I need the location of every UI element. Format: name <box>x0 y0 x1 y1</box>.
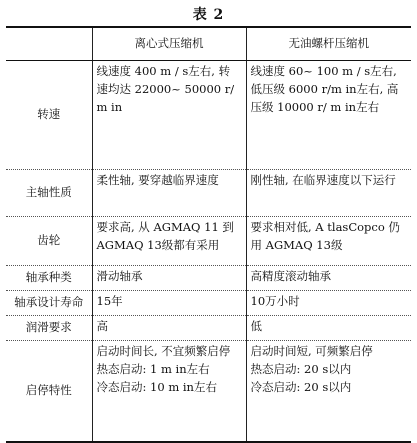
table-header-row <box>6 27 411 61</box>
cell-centrifugal: 高 <box>92 316 246 341</box>
cell-centrifugal: 滑动轴承 <box>92 266 246 291</box>
cell-centrifugal: 启动时间长, 不宜频繁启停 热态启动: 1 m in左右 冷态启动: 10 m in左右 <box>92 341 246 443</box>
table-row <box>6 291 411 316</box>
table-row <box>6 170 411 217</box>
cell-screw: 刚性轴, 在临界速度以下运行 <box>246 170 411 217</box>
cell-screw: 要求相对低, A tlasCopco 仍用 AGMAQ 13级 <box>246 217 411 266</box>
row-label: 轴承设计寿命 <box>6 291 92 316</box>
row-label: 转速 <box>6 61 92 170</box>
table-row <box>6 217 411 266</box>
compressor-comparison-table <box>6 26 411 443</box>
row-label: 齿轮 <box>6 217 92 266</box>
cell-centrifugal: 15年 <box>92 291 246 316</box>
row-label: 轴承种类 <box>6 266 92 291</box>
cell-screw: 启动时间短, 可频繁启停 热态启动: 20 s以内 冷态启动: 20 s以内 <box>246 341 411 443</box>
cell-centrifugal: 要求高, 从 AGMAQ 11 到 AGMAQ 13级都有采用 <box>92 217 246 266</box>
cell-screw: 低 <box>246 316 411 341</box>
table-row <box>6 266 411 291</box>
row-label: 润滑要求 <box>6 316 92 341</box>
row-label: 启停特性 <box>6 341 92 443</box>
header-cell-screw: 无油螺杆压缩机 <box>246 27 411 61</box>
header-cell-item <box>6 27 92 61</box>
cell-centrifugal: 线速度 400 m / s左右, 转速均达 22000~ 50000 r/ m in <box>92 61 246 170</box>
cell-screw: 线速度 60~ 100 m / s左右, 低压级 6000 r/m in左右, 高压级 10000 r/ m in左右 <box>246 61 411 170</box>
cell-screw: 10万小时 <box>246 291 411 316</box>
table-row <box>6 341 411 443</box>
cell-screw: 高精度滚动轴承 <box>246 266 411 291</box>
table-title: 表 2 <box>192 7 225 23</box>
table-row <box>6 316 411 341</box>
row-label: 主轴性质 <box>6 170 92 217</box>
cell-centrifugal: 柔性轴, 要穿越临界速度 <box>92 170 246 217</box>
header-cell-centrifugal: 离心式压缩机 <box>92 27 246 61</box>
table-row <box>6 61 411 170</box>
